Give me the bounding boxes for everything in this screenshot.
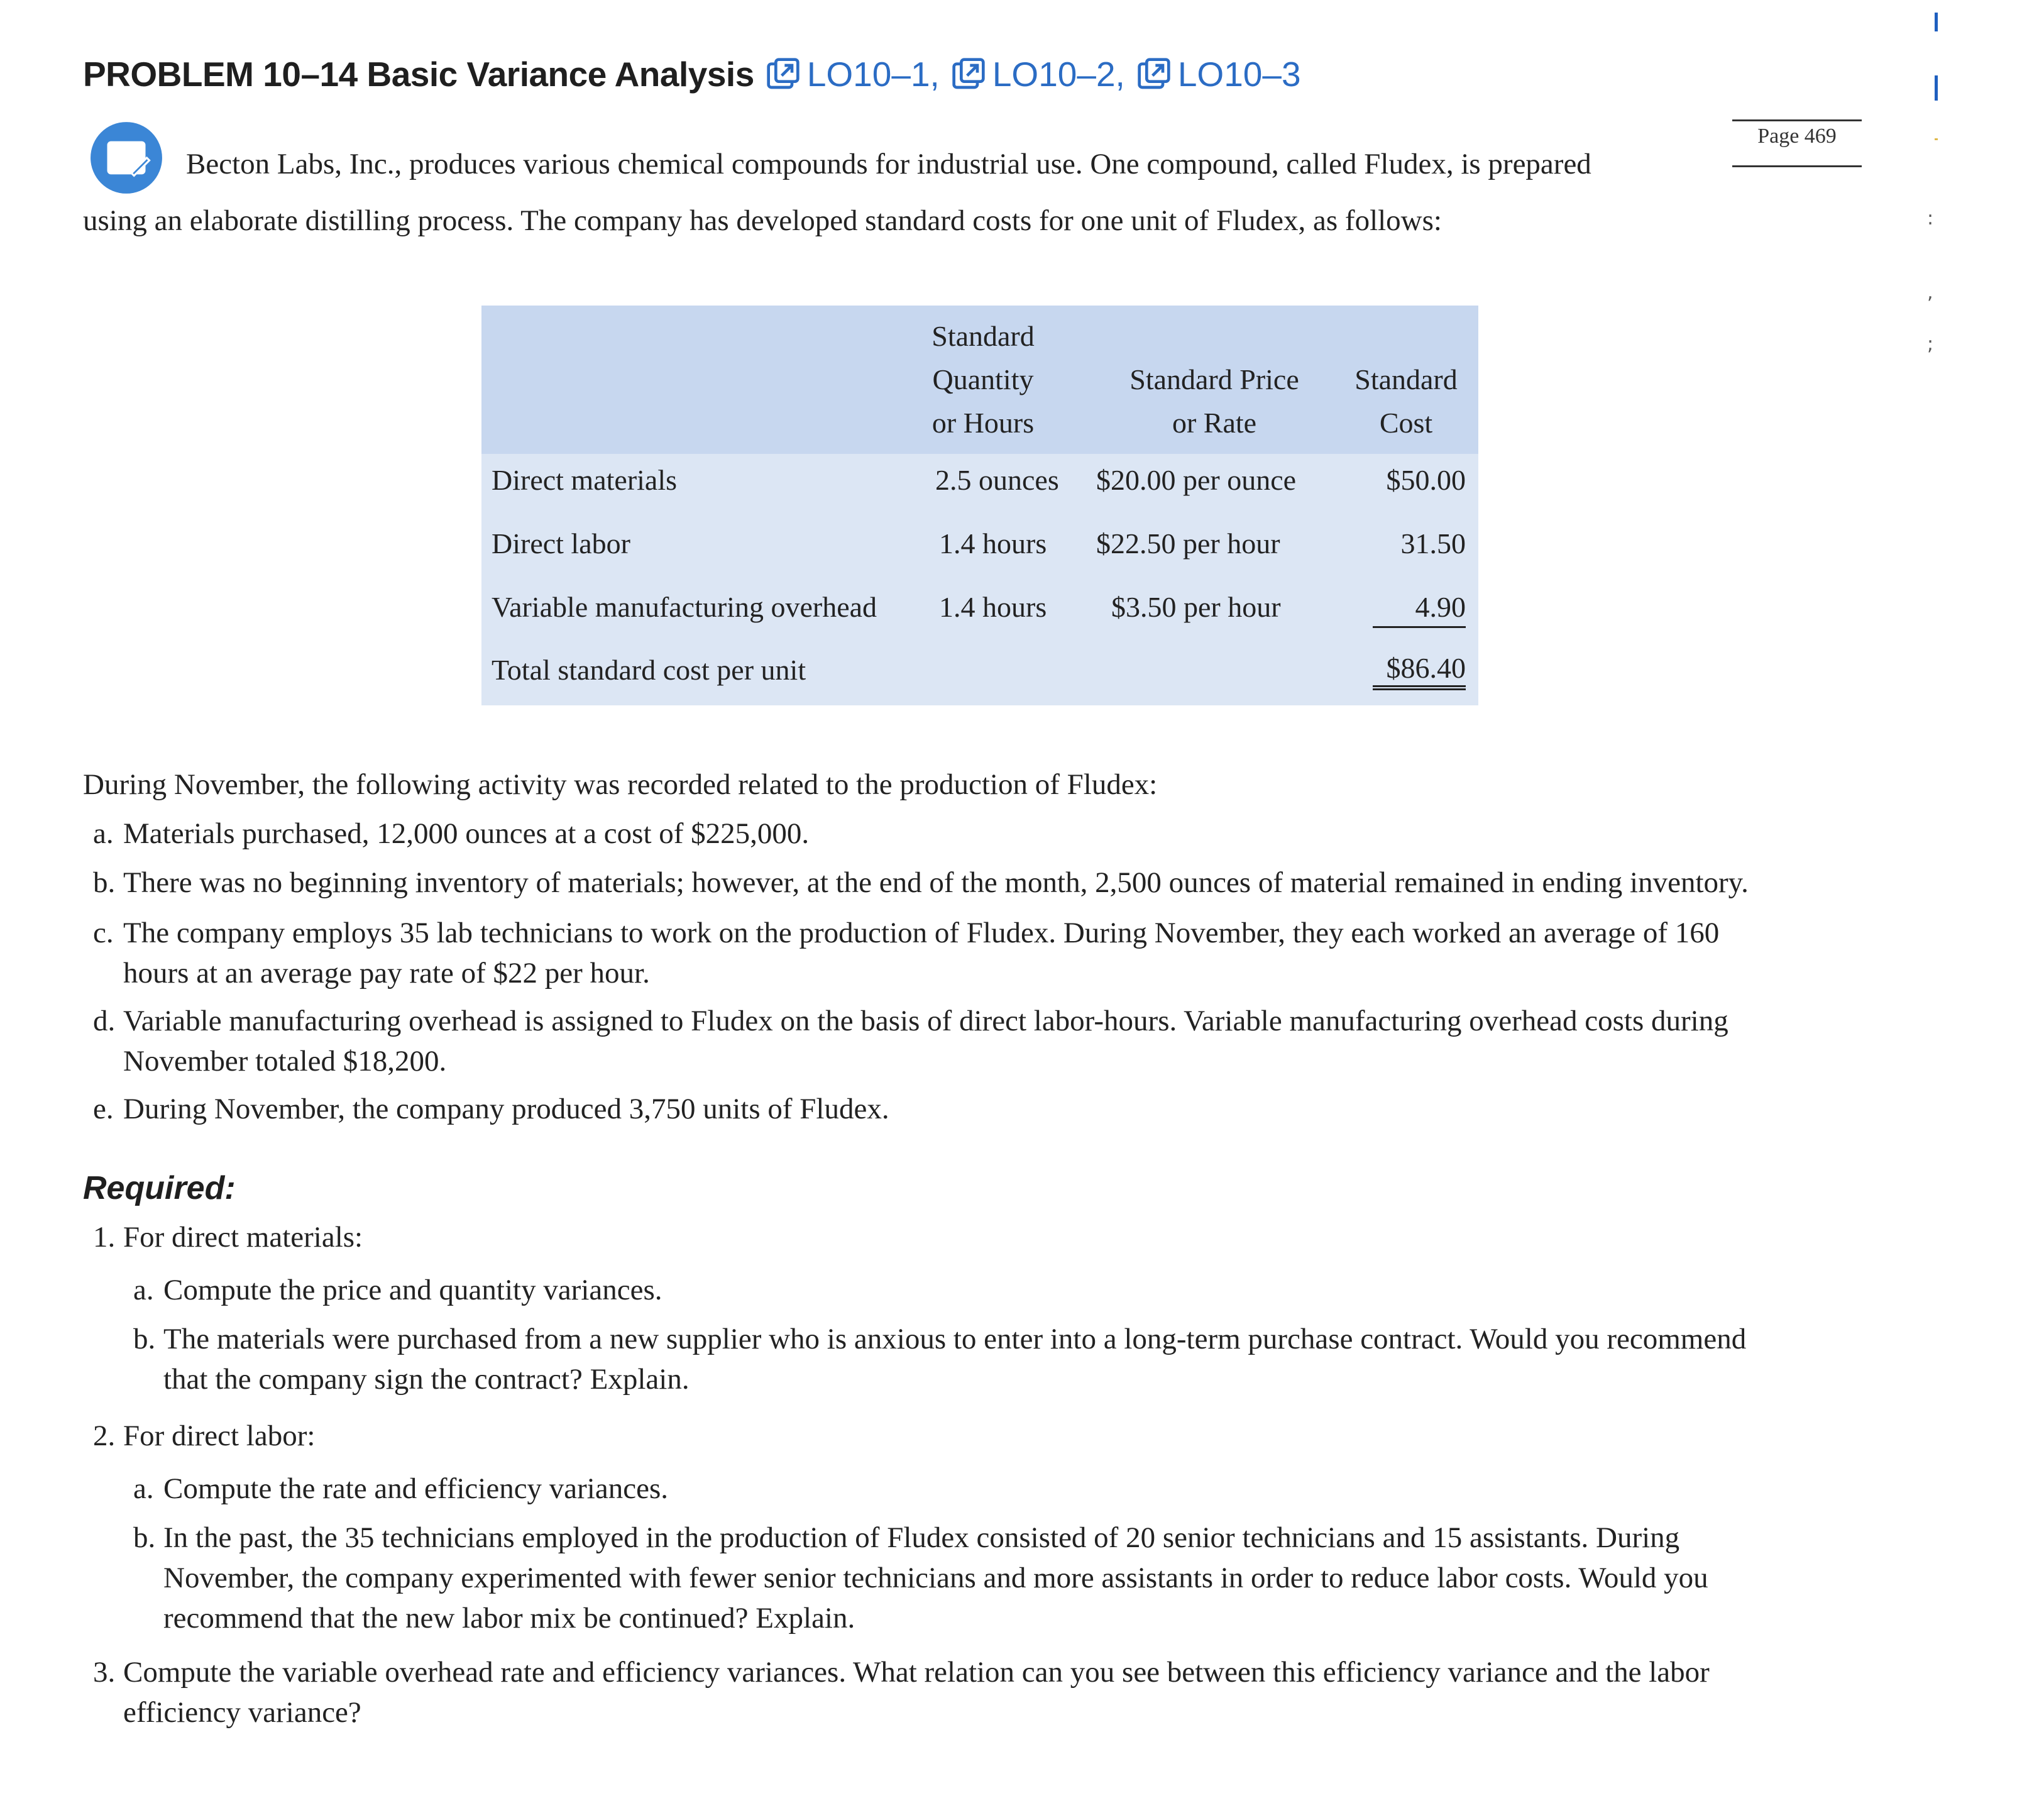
row-cost: 31.50 <box>1400 527 1466 560</box>
row-price: $20.00 per ounce <box>1096 464 1297 496</box>
right-edge-glyph: ; <box>1927 333 1934 355</box>
lo-link-label: LO10–1, <box>806 55 940 94</box>
question-1a: a. Compute the price and quantity variances. <box>133 1274 662 1306</box>
external-link-icon <box>1136 57 1172 92</box>
lo-link-1[interactable] <box>766 54 940 94</box>
problem-intro <box>83 133 1692 251</box>
row-qty: 2.5 ounces <box>935 464 1059 496</box>
question-2a: a. Compute the rate and efficiency variances. <box>133 1472 668 1505</box>
intro-line-2: using an elaborate distilling process. The company has developed standard costs for one unit of Fludex, as follows: <box>83 204 1442 237</box>
external-link-icon <box>951 57 986 92</box>
list-item: b. There was no beginning inventory of materials; however, at the end of the month, 2,500 ounces of material remained in ending inventory. <box>93 866 1749 899</box>
right-edge-glyph: : <box>1927 207 1934 229</box>
row-cost: $50.00 <box>1386 464 1466 496</box>
row-price: $3.50 per hour <box>1111 591 1281 623</box>
lo-link-2[interactable] <box>951 54 1125 94</box>
required-heading: Required: <box>83 1170 236 1206</box>
problem-title: PROBLEM 10–14 Basic Variance Analysis <box>83 55 754 94</box>
list-item: a. Materials purchased, 12,000 ounces at a cost of $225,000. <box>93 817 810 850</box>
right-edge-glyph: , <box>1927 282 1933 304</box>
question-1: 1. For direct materials: <box>93 1221 363 1254</box>
row-label: Direct materials <box>492 464 678 496</box>
row-label: Variable manufacturing overhead <box>492 591 877 623</box>
lo-link-3[interactable] <box>1136 54 1301 94</box>
lo-link-label: LO10–2, <box>992 55 1125 94</box>
list-item: e. During November, the company produced 3,750 units of Fludex. <box>93 1093 889 1125</box>
problem-header <box>83 49 1301 99</box>
row-cost: 4.90 <box>1373 588 1466 628</box>
total-label: Total standard cost per unit <box>492 654 806 686</box>
intro-line-1: Becton Labs, Inc., produces various chemical compounds for industrial use. One compound, called Fludex, is prepared <box>186 148 1591 180</box>
list-item: c. The company employs 35 lab technicians to work on the production of Fludex. During November, they each worked an average of 160 hours at an average pay rate of $22 per hour. <box>93 917 1720 990</box>
header-standard-cost: Standard Cost <box>1354 363 1458 439</box>
page-reference: Page 469 <box>1732 119 1862 167</box>
question-3: 3. Compute the variable overhead rate and efficiency variances. What relation can you see between this efficiency variance and the labor efficiency variance? <box>93 1656 1710 1729</box>
row-qty: 1.4 hours <box>939 591 1047 623</box>
row-price: $22.50 per hour <box>1096 527 1280 560</box>
lo-link-label: LO10–3 <box>1177 55 1301 94</box>
right-edge-scroll-marker <box>1935 13 1938 31</box>
header-standard-quantity: Standard Quantity or Hours <box>931 320 1035 439</box>
row-label: Direct labor <box>492 527 630 560</box>
external-link-icon <box>766 57 801 92</box>
question-1b: b. The materials were purchased from a new supplier who is anxious to enter into a long-term purchase contract. Would you recommend that the company sign the contract? Explain. <box>133 1323 1747 1396</box>
activity-intro: During November, the following activity was recorded related to the production of Fludex: <box>83 768 1158 801</box>
right-edge-scroll-marker <box>1935 138 1938 140</box>
standard-cost-table <box>481 306 1478 705</box>
question-2: 2. For direct labor: <box>93 1420 316 1452</box>
list-item: d. Variable manufacturing overhead is assigned to Fludex on the basis of direct labor-hours. Variable manufacturing overhead costs during November totaled $18,200. <box>93 1005 1728 1078</box>
row-qty: 1.4 hours <box>939 527 1047 560</box>
header-standard-price: Standard Price or Rate <box>1129 363 1299 439</box>
total-cost: $86.40 <box>1373 651 1466 690</box>
right-edge-scroll-marker <box>1935 75 1938 101</box>
question-2b: b. In the past, the 35 technicians employed in the production of Fludex consisted of 20 senior technicians and 15 assistants. During November, the company experimented with fewer senior technicians and more assistants in order to reduce labor costs. Would you recommend that the new labor mix be continued? Explain. <box>133 1521 1708 1635</box>
